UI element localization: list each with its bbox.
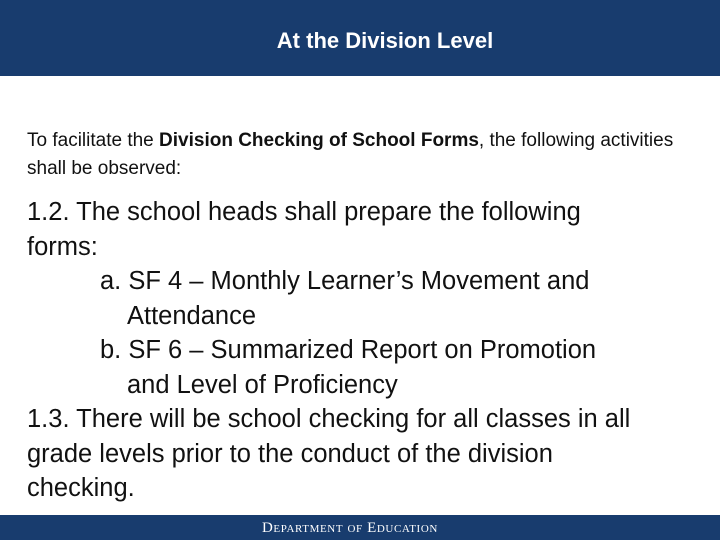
slide-title: At the Division Level bbox=[276, 28, 494, 53]
intro-text-start: To facilitate the bbox=[27, 130, 160, 151]
sub-item-a-line-2: Attendance bbox=[127, 301, 257, 330]
footer-bar bbox=[0, 515, 720, 540]
item-1-3-line-1: 1.3. There will be school checking for all classes in all bbox=[27, 405, 631, 433]
intro-paragraph bbox=[27, 127, 707, 183]
item-1-2-line-2: forms: bbox=[27, 232, 98, 261]
intro-bold-phrase: Division Checking of School Forms bbox=[159, 130, 479, 151]
item-1-2-line-1: 1.2. The school heads shall prepare the following bbox=[27, 198, 581, 226]
sub-item-a-line-1: a. SF 4 – Monthly Learner’s Movement and bbox=[100, 267, 590, 295]
activity-list bbox=[27, 195, 717, 506]
item-1-3-line-2: grade levels prior to the conduct of the division bbox=[27, 439, 553, 468]
item-1-3-line-3: checking. bbox=[27, 474, 135, 502]
title-bar bbox=[0, 0, 720, 76]
footer-label: Department of Education bbox=[262, 520, 438, 536]
intro-text-end: , the following activities shall be observed: bbox=[27, 130, 674, 179]
sub-item-b-line-1: b. SF 6 – Summarized Report on Promotion bbox=[100, 336, 597, 364]
sub-item-b-line-2: and Level of Proficiency bbox=[127, 370, 398, 399]
